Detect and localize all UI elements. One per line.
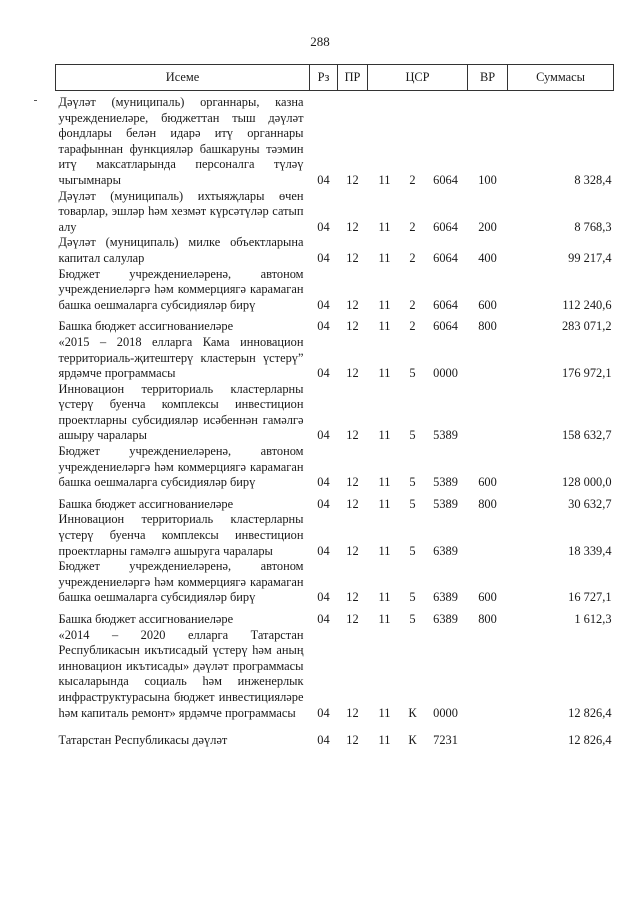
row-name-text: Татарстан Республикасы дәүләт: [58, 733, 228, 748]
row-vr: 400: [478, 250, 497, 265]
row-rz: 04: [317, 543, 330, 558]
row-csr-program: 11: [378, 366, 391, 381]
row-csr-program: 11: [378, 172, 391, 187]
row-csr-program: 11: [378, 319, 391, 334]
table-row: [56, 606, 614, 628]
row-pr: 12: [346, 219, 359, 234]
row-vr: 800: [478, 319, 497, 334]
row-name-text: Дәүләт (муниципаль) милке объектларына капитал салулар: [58, 235, 304, 265]
row-csr-direction: 0000: [433, 705, 458, 720]
table-row: [56, 512, 614, 559]
row-name-text: «2015 – 2018 елларга Кама инновацион территориаль-җитештерү кластерын үстерү” ярдәмче программасы: [58, 334, 304, 381]
row-name-text: Бюджет учреждениеләренә, автоном учреждениеләргә һәм коммерциягә карамаган башка оешмаларга субсидияләр бирү: [58, 266, 304, 312]
row-sum: 128 000,0: [561, 475, 612, 490]
table-row: [56, 382, 614, 444]
row-name-text: Инновацион территориаль кластерларны үстерү буенча комплексы инвестицион проектларны субсидияләр исәбеннән гамәлгә ашыру чаралары: [58, 381, 304, 443]
row-vr: 100: [478, 172, 497, 187]
row-name-text: Башка бюджет ассигнованиеләре: [58, 496, 234, 511]
row-vr: [468, 721, 508, 749]
row-name-text: Дәүләт (муниципаль) ихтыяҗлары өчен товарлар, эшләр һәм хезмәт күрсәтүләр сатып алу: [58, 188, 304, 234]
row-pr: 12: [346, 319, 359, 334]
table-row: [56, 235, 614, 266]
row-name-text: «2014 – 2020 елларга Татарстан Республикасын икътисадый үстерү һәм аның инновацион икътисады» дәүләт программасы кысаларында социаль һәм инженерлык инфраструктурасына бюджет инвестицияләре һәм капиталь ремонт» ярдәмче программасы: [58, 627, 304, 720]
row-csr-program: 11: [378, 428, 391, 443]
row-pr: 12: [346, 475, 359, 490]
row-name-text: Бюджет учреждениеләренә, автоном учреждениеләргә һәм коммерциягә карамаган башка оешмаларга субсидияләр бирү: [58, 559, 304, 605]
row-csr-direction: 6064: [433, 297, 458, 312]
row-csr-program: 11: [378, 590, 391, 605]
row-csr-subprogram: 5: [409, 543, 416, 558]
row-csr-direction: 6064: [433, 319, 458, 334]
table-row: [56, 721, 614, 749]
row-sum: 1 612,3: [574, 612, 612, 626]
row-csr-subprogram: 2: [409, 250, 416, 265]
row-name-text: Башка бюджет ассигнованиеләре: [58, 319, 234, 334]
row-rz: 04: [317, 733, 330, 748]
header-rz: Рз: [310, 65, 338, 91]
row-vr: 600: [478, 297, 497, 312]
row-rz: 04: [317, 297, 330, 312]
row-pr: 12: [346, 297, 359, 312]
row-csr-subprogram: 2: [409, 319, 416, 334]
row-sum: 12 826,4: [568, 733, 612, 748]
row-csr-direction: 0000: [433, 366, 458, 381]
row-csr-direction: 6389: [433, 612, 458, 626]
row-vr: 800: [478, 612, 497, 626]
header-vr: ВР: [468, 65, 508, 91]
page-number: 288: [310, 34, 330, 49]
row-csr-subprogram: 2: [409, 297, 416, 312]
row-rz: 04: [317, 172, 330, 187]
row-vr: [468, 512, 508, 559]
margin-mark: [34, 100, 37, 101]
row-pr: 12: [346, 172, 359, 187]
table-row: [56, 491, 614, 513]
row-csr-program: 11: [378, 297, 391, 312]
row-name-text: Дәүләт (муниципаль) органнары, казна учреждениеләре, бюджеттан тыш дәүләт фондлары белән идарә итү органнары тарафыннан функцияләр башкаруны тәэмин итү максатларында персоналга түләү чыгымнары: [58, 95, 304, 187]
row-name: [56, 189, 310, 236]
row-vr: [468, 628, 508, 722]
row-csr-subprogram: 5: [409, 475, 416, 490]
row-csr-direction: 6064: [433, 250, 458, 265]
row-sum: 30 632,7: [568, 496, 612, 511]
table-row: [56, 91, 614, 189]
row-sum: 18 339,4: [568, 543, 612, 558]
row-name-text: Инновацион территориаль кластерларны үстерү буенча комплексы инвестицион проектларны гамәлгә ашыруга чаралары: [58, 512, 304, 558]
header-csr: ЦСР: [368, 65, 468, 91]
row-csr-direction: 5389: [433, 496, 458, 511]
row-csr-direction: 6389: [433, 543, 458, 558]
row-name: [56, 721, 310, 749]
table-row: [56, 267, 614, 314]
row-rz: 04: [317, 705, 330, 720]
budget-table: [55, 64, 614, 749]
row-csr-subprogram: 5: [409, 428, 416, 443]
row-rz: 04: [317, 612, 330, 626]
row-pr: 12: [346, 733, 359, 748]
row-csr-direction: 6064: [433, 219, 458, 234]
row-csr-program: 11: [378, 219, 391, 234]
row-rz: 04: [317, 319, 330, 334]
row-csr-program: 11: [378, 475, 391, 490]
row-vr: 200: [478, 219, 497, 234]
row-csr-direction: 5389: [433, 428, 458, 443]
row-rz: 04: [317, 250, 330, 265]
row-sum: 283 071,2: [561, 319, 612, 334]
row-csr-subprogram: К: [408, 705, 417, 720]
row-sum: 158 632,7: [561, 428, 612, 443]
row-csr-direction: 5389: [433, 475, 458, 490]
row-pr: 12: [346, 428, 359, 443]
row-pr: 12: [346, 612, 359, 626]
row-rz: 04: [317, 496, 330, 511]
row-csr-subprogram: 2: [409, 172, 416, 187]
row-csr-subprogram: 5: [409, 496, 416, 511]
table-row: [56, 313, 614, 335]
row-name: [56, 491, 310, 513]
row-sum: 8 768,3: [574, 219, 612, 234]
table-header-row: [56, 65, 614, 91]
row-pr: 12: [346, 496, 359, 511]
row-name-text: Бюджет учреждениеләренә, автоном учреждениеләргә һәм коммерциягә карамаган башка оешмаларга субсидияләр бирү: [58, 444, 304, 490]
row-name: [56, 335, 310, 382]
row-sum: 12 826,4: [568, 705, 612, 720]
table-row: [56, 559, 614, 606]
row-vr: 600: [478, 590, 497, 605]
row-pr: 12: [346, 590, 359, 605]
row-pr: 12: [346, 543, 359, 558]
row-pr: 12: [346, 366, 359, 381]
row-csr-program: 11: [378, 543, 391, 558]
row-pr: 12: [346, 250, 359, 265]
row-sum: 112 240,6: [562, 297, 612, 312]
row-vr: [468, 335, 508, 382]
row-name: [56, 559, 310, 606]
row-sum: 16 727,1: [568, 590, 612, 605]
row-rz: 04: [317, 428, 330, 443]
row-rz: 04: [317, 219, 330, 234]
row-csr-program: 11: [378, 250, 391, 265]
row-sum: 176 972,1: [561, 366, 612, 381]
row-pr: 12: [346, 705, 359, 720]
row-name: [56, 382, 310, 444]
header-name: Исеме: [56, 65, 310, 91]
row-csr-program: 11: [378, 733, 391, 748]
row-csr-program: 11: [378, 612, 391, 626]
table-row: [56, 444, 614, 491]
row-name: [56, 444, 310, 491]
header-sum: Суммасы: [508, 65, 614, 91]
table-row: [56, 189, 614, 236]
table-body: [56, 91, 614, 749]
row-sum: 99 217,4: [568, 250, 612, 265]
header-pr: ПР: [338, 65, 368, 91]
row-csr-subprogram: К: [408, 733, 417, 748]
row-vr: [468, 382, 508, 444]
row-csr-program: 11: [378, 496, 391, 511]
row-name: [56, 606, 310, 628]
row-name: [56, 235, 310, 266]
row-csr-subprogram: 5: [409, 590, 416, 605]
row-rz: 04: [317, 366, 330, 381]
row-rz: 04: [317, 590, 330, 605]
row-name: [56, 313, 310, 335]
row-csr-subprogram: 5: [409, 366, 416, 381]
row-csr-direction: 6064: [433, 172, 458, 187]
row-rz: 04: [317, 475, 330, 490]
row-name: [56, 512, 310, 559]
row-name-text: Башка бюджет ассигнованиеләре: [58, 612, 234, 626]
row-vr: 600: [478, 475, 497, 490]
row-name: [56, 91, 310, 189]
row-csr-direction: 6389: [433, 590, 458, 605]
row-sum: 8 328,4: [574, 172, 612, 187]
table-row: [56, 628, 614, 722]
row-name: [56, 628, 310, 722]
row-csr-program: 11: [378, 705, 391, 720]
table-row: [56, 335, 614, 382]
row-csr-direction: 7231: [433, 733, 458, 748]
row-name: [56, 267, 310, 314]
row-csr-subprogram: 2: [409, 219, 416, 234]
row-csr-subprogram: 5: [409, 612, 416, 626]
row-vr: 800: [478, 496, 497, 511]
